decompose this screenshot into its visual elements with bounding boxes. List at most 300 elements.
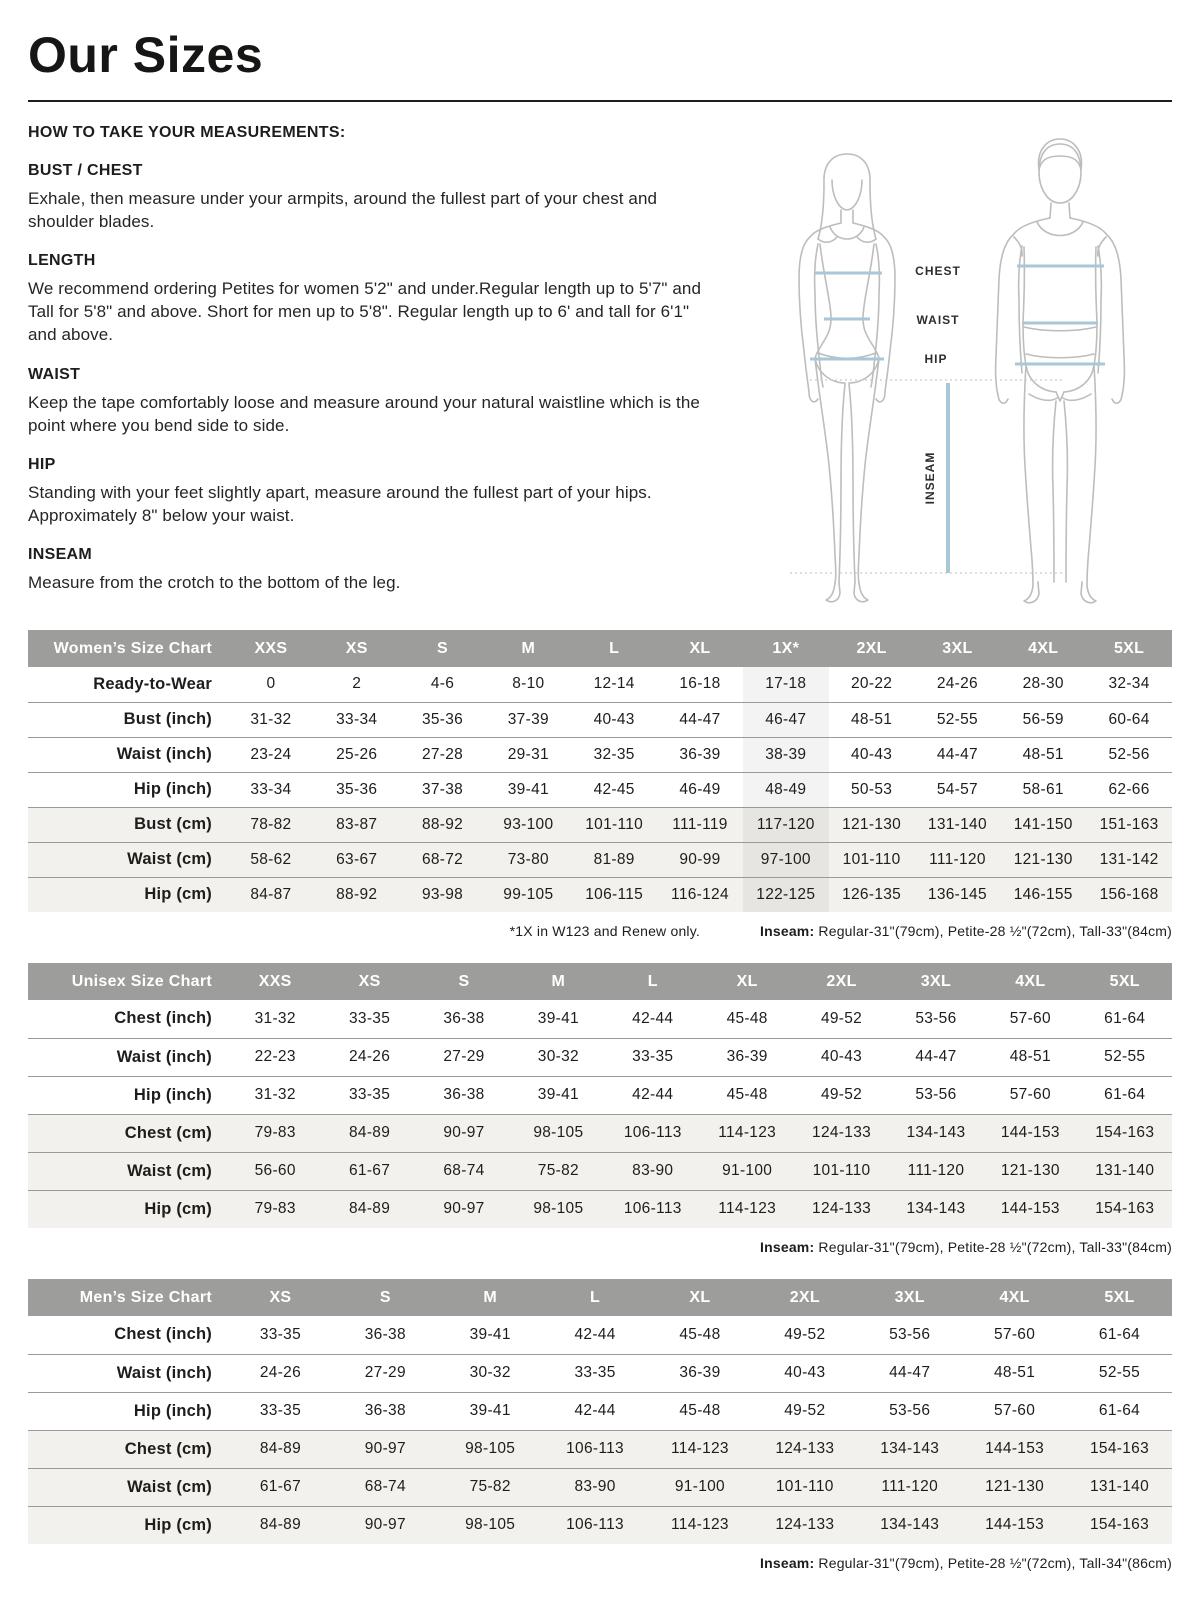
size-cell: 44-47 (915, 1048, 957, 1065)
size-cell: 39-41 (507, 780, 549, 798)
size-cell: 35-36 (336, 780, 378, 798)
column-header: M (485, 630, 571, 667)
row-label: Waist (cm) (127, 1161, 212, 1180)
column-header: L (571, 630, 657, 667)
column-header: 5XL (1078, 963, 1172, 1000)
mens-size-chart-section (28, 1279, 1172, 1571)
size-cell: 17-18 (743, 667, 829, 702)
row-label: Hip (inch) (133, 1401, 212, 1420)
size-cell: 98-105 (465, 1440, 516, 1457)
size-cell: 40-43 (593, 710, 635, 728)
column-header: 3XL (915, 630, 1001, 667)
unisex-inseam-footnote (760, 1239, 1172, 1255)
size-cell: 106-113 (566, 1516, 624, 1534)
size-cell: 134-143 (906, 1200, 966, 1218)
size-cell: 79-83 (254, 1200, 296, 1218)
table-row (28, 1076, 1172, 1114)
size-cell: 90-97 (364, 1440, 406, 1457)
size-cell: 24-26 (259, 1364, 302, 1381)
row-label: Hip (inch) (133, 1085, 212, 1104)
womens-size-chart-table-host (28, 630, 1172, 912)
size-cell: 36-39 (679, 745, 721, 763)
size-cell: 39-41 (469, 1325, 511, 1343)
table-title: Men’s Size Chart (28, 1279, 228, 1316)
size-cell: 36-38 (364, 1325, 406, 1343)
size-cell: 52-55 (1104, 1048, 1146, 1065)
size-cell: 57-60 (1009, 1009, 1051, 1027)
size-cell: 101-110 (585, 815, 644, 833)
size-cell: 48-51 (993, 1364, 1036, 1381)
column-header: XXS (228, 630, 314, 667)
womens-table-footnotes (28, 923, 1172, 939)
header-row (28, 630, 1172, 667)
size-cell: 36-39 (726, 1048, 768, 1065)
size-cell: 61-64 (1098, 1325, 1141, 1343)
size-cell: 81-89 (593, 850, 635, 868)
size-cell: 33-34 (336, 710, 378, 728)
size-cell: 134-143 (880, 1440, 940, 1457)
size-cell: 121-130 (1013, 850, 1073, 868)
size-cell: 68-74 (443, 1162, 485, 1179)
size-cell: 144-153 (1000, 1124, 1060, 1141)
size-cell: 75-82 (469, 1478, 511, 1495)
size-cell: 106-113 (623, 1200, 682, 1218)
size-cell: 27-29 (443, 1048, 485, 1065)
size-cell: 33-35 (259, 1325, 302, 1343)
size-cell: 61-64 (1104, 1086, 1146, 1103)
size-cell: 78-82 (250, 815, 292, 833)
table-row (28, 702, 1172, 737)
size-cell: 31-32 (254, 1009, 296, 1027)
column-header: S (417, 963, 511, 1000)
size-cell: 23-24 (250, 745, 292, 763)
size-cell: 61-67 (349, 1162, 391, 1179)
column-header: 2XL (794, 963, 888, 1000)
column-header: 1X* (743, 630, 829, 667)
table-row (28, 1038, 1172, 1076)
size-cell: 122-125 (743, 877, 829, 912)
table-row (28, 1152, 1172, 1190)
size-cell: 84-87 (250, 885, 292, 903)
size-cell: 98-105 (533, 1124, 584, 1141)
size-cell: 114-123 (671, 1516, 729, 1534)
size-cell: 131-140 (1090, 1478, 1149, 1495)
size-cell: 27-28 (421, 745, 464, 763)
size-cell: 75-82 (537, 1162, 579, 1179)
table-row (28, 1430, 1172, 1468)
size-cell: 121-130 (1000, 1162, 1060, 1179)
table-row (28, 1506, 1172, 1544)
size-cell: 36-39 (679, 1364, 721, 1381)
size-cell: 79-83 (254, 1124, 296, 1141)
size-cell: 42-44 (632, 1009, 674, 1027)
size-cell: 83-90 (632, 1162, 674, 1179)
table-row (28, 772, 1172, 807)
size-cell: 60-64 (1108, 710, 1150, 728)
size-cell: 32-34 (1108, 675, 1150, 693)
row-label: Chest (cm) (124, 1439, 212, 1458)
row-label: Waist (cm) (127, 850, 212, 868)
size-cell: 99-105 (503, 885, 554, 903)
size-cell: 39-41 (537, 1009, 579, 1027)
size-cell: 114-123 (671, 1440, 729, 1457)
size-cell: 27-29 (364, 1364, 406, 1381)
table-row (28, 1190, 1172, 1228)
womens-inseam-footnote (760, 923, 1172, 939)
size-cell: 37-39 (507, 710, 549, 728)
size-cell: 63-67 (336, 850, 378, 868)
size-cell: 114-123 (718, 1124, 777, 1141)
intro-row (28, 124, 1172, 612)
size-cell: 29-31 (507, 745, 549, 763)
how-to-heading: HOW TO TAKE YOUR MEASUREMENTS: (28, 124, 346, 141)
size-cell: 111-120 (929, 850, 986, 868)
waist-label: WAIST (916, 313, 960, 327)
section-heading-length: LENGTH (28, 252, 96, 270)
size-cell: 84-89 (349, 1200, 391, 1218)
size-cell: 124-133 (812, 1124, 872, 1141)
size-cell: 42-44 (632, 1086, 674, 1103)
size-cell: 53-56 (915, 1009, 957, 1027)
size-cell: 84-89 (349, 1124, 391, 1141)
size-cell: 2 (352, 675, 362, 693)
size-cell: 106-113 (623, 1124, 682, 1141)
size-cell: 61-67 (259, 1478, 302, 1495)
table-row (28, 1114, 1172, 1152)
size-cell: 88-92 (421, 815, 464, 833)
size-cell: 16-18 (679, 675, 721, 693)
size-cell: 144-153 (985, 1516, 1045, 1534)
size-cell: 45-48 (726, 1086, 768, 1103)
size-cell: 52-56 (1108, 745, 1150, 763)
size-cell: 73-80 (507, 850, 549, 868)
table-title: Women’s Size Chart (28, 630, 228, 667)
row-label: Waist (inch) (116, 1047, 212, 1066)
table-row (28, 737, 1172, 772)
section-body-bust-chest: Exhale, then measure under your armpits, around the fullest part of your chest and shoulder blades. (28, 189, 658, 232)
womens-inseam-footnote-label: Inseam: (760, 923, 815, 939)
size-cell: 83-87 (336, 815, 378, 833)
row-label: Waist (inch) (116, 745, 212, 763)
size-cell: 144-153 (1000, 1200, 1060, 1218)
mens-table-footnotes (28, 1555, 1172, 1571)
column-header: XS (314, 630, 400, 667)
size-cell: 24-26 (349, 1048, 391, 1065)
size-cell: 22-23 (254, 1048, 296, 1065)
size-cell: 88-92 (336, 885, 378, 903)
size-cell: 48-49 (743, 772, 829, 807)
hip-label: HIP (924, 352, 948, 366)
size-cell: 98-105 (533, 1200, 584, 1218)
size-cell: 33-35 (349, 1009, 391, 1027)
measurement-figure (752, 124, 1172, 612)
column-header: 2XL (752, 1279, 857, 1316)
section-heading-hip: HIP (28, 455, 56, 473)
table-row (28, 807, 1172, 842)
table-row (28, 1000, 1172, 1038)
header-row (28, 1279, 1172, 1316)
size-cell: 116-124 (671, 885, 729, 903)
size-cell: 134-143 (880, 1516, 940, 1534)
mens-size-chart-table-host (28, 1279, 1172, 1544)
womens-inseam-footnote-text: Regular-31"(79cm), Petite-28 ½"(72cm), Tall-33"(84cm) (814, 923, 1172, 939)
size-cell: 44-47 (936, 745, 978, 763)
section-body-inseam: Measure from the crotch to the bottom of the leg. (28, 572, 401, 592)
table-row (28, 842, 1172, 877)
table-row (28, 1316, 1172, 1354)
page-title: Our Sizes (28, 27, 264, 83)
size-cell: 36-38 (443, 1086, 485, 1103)
size-cell: 44-47 (889, 1364, 931, 1381)
size-cell: 36-38 (364, 1402, 406, 1419)
size-cell: 124-133 (775, 1440, 835, 1457)
size-cell: 154-163 (1095, 1200, 1155, 1218)
size-cell: 57-60 (1009, 1086, 1051, 1103)
title-divider (28, 100, 1172, 102)
row-label: Ready-to-Wear (93, 674, 212, 693)
size-cell: 111-119 (672, 815, 728, 833)
size-cell: 57-60 (993, 1402, 1036, 1419)
size-cell: 91-100 (722, 1162, 773, 1179)
section-heading-bust-chest: BUST / CHEST (28, 162, 143, 179)
size-cell: 61-64 (1104, 1009, 1146, 1027)
size-cell: 124-133 (812, 1200, 872, 1218)
size-cell: 50-53 (851, 780, 893, 798)
size-cell: 136-145 (927, 885, 987, 903)
mens-inseam-footnote-text: Regular-31"(79cm), Petite-28 ½"(72cm), Tall-34"(86cm) (814, 1555, 1172, 1571)
size-cell: 42-44 (574, 1325, 616, 1343)
size-cell: 35-36 (421, 710, 464, 728)
column-header: XXS (228, 963, 322, 1000)
size-cell: 90-99 (679, 850, 721, 868)
size-cell: 144-153 (985, 1440, 1045, 1457)
mens-size-chart (28, 1279, 1172, 1544)
size-cell: 97-100 (743, 842, 829, 877)
unisex-inseam-footnote-text: Regular-31"(79cm), Petite-28 ½"(72cm), Tall-33"(84cm) (814, 1239, 1172, 1255)
size-cell: 31-32 (250, 710, 292, 728)
row-label: Chest (inch) (114, 1325, 212, 1344)
size-cell: 33-35 (259, 1402, 302, 1419)
mens-inseam-footnote-label: Inseam: (760, 1555, 815, 1571)
column-header: 2XL (829, 630, 915, 667)
size-cell: 38-39 (743, 737, 829, 772)
size-cell: 111-120 (881, 1478, 939, 1495)
womens-size-chart-section (28, 630, 1172, 939)
size-cell: 93-98 (421, 885, 464, 903)
size-cell: 39-41 (469, 1402, 511, 1419)
section-body-length: We recommend ordering Petites for women 5'2" and under.Regular length up to 5'7" and Tall for 5'8" and above. Short for men up to 5'8". Regular length up to 6' and tall for 6'1" and above. (28, 279, 702, 345)
column-header: L (606, 963, 700, 1000)
column-header: XS (228, 1279, 333, 1316)
size-cell: 61-64 (1098, 1402, 1141, 1419)
size-cell: 93-100 (503, 815, 554, 833)
size-cell: 146-155 (1013, 885, 1073, 903)
column-header: L (543, 1279, 648, 1316)
size-cell: 0 (266, 675, 276, 693)
unisex-size-chart-section (28, 963, 1172, 1255)
size-cell: 141-150 (1013, 815, 1073, 833)
size-cell: 33-35 (632, 1048, 674, 1065)
column-header: S (400, 630, 486, 667)
row-label: Hip (cm) (144, 1515, 212, 1534)
size-cell: 54-57 (936, 780, 978, 798)
chest-label: CHEST (915, 264, 961, 278)
size-cell: 49-52 (820, 1009, 863, 1027)
size-cell: 53-56 (889, 1325, 931, 1343)
size-cell: 101-110 (775, 1478, 834, 1495)
size-cell: 37-38 (421, 780, 464, 798)
size-cell: 25-26 (336, 745, 378, 763)
size-cell: 90-97 (443, 1200, 485, 1218)
size-cell: 20-22 (851, 675, 893, 693)
unisex-table-footnotes (28, 1239, 1172, 1255)
one-x-footnote: *1X in W123 and Renew only. (509, 923, 700, 939)
size-cell: 121-130 (985, 1478, 1045, 1495)
unisex-size-chart-table-host (28, 963, 1172, 1228)
column-header: XL (648, 1279, 753, 1316)
size-cell: 131-142 (1099, 850, 1159, 868)
size-cell: 68-72 (421, 850, 464, 868)
size-cell: 33-35 (349, 1086, 391, 1103)
size-cell: 40-43 (851, 745, 893, 763)
header-row (28, 963, 1172, 1000)
size-cell: 33-34 (250, 780, 292, 798)
column-header: XL (657, 630, 743, 667)
size-cell: 111-120 (907, 1162, 965, 1179)
table-title: Unisex Size Chart (28, 963, 228, 1000)
male-figure-outline (996, 139, 1125, 603)
section-heading-waist: WAIST (28, 365, 81, 383)
size-cell: 24-26 (936, 675, 978, 693)
size-cell: 52-55 (1098, 1364, 1141, 1381)
size-cell: 156-168 (1099, 885, 1159, 903)
size-cell: 49-52 (784, 1325, 826, 1343)
size-cell: 151-163 (1099, 815, 1159, 833)
size-cell: 30-32 (537, 1048, 579, 1065)
inseam-label: INSEAM (923, 451, 937, 505)
size-cell: 40-43 (784, 1364, 826, 1381)
row-label: Hip (inch) (133, 780, 212, 798)
size-cell: 4-6 (430, 675, 455, 693)
row-label: Bust (inch) (123, 710, 212, 728)
size-cell: 48-51 (1022, 745, 1064, 763)
column-header: 4XL (983, 963, 1077, 1000)
size-cell: 90-97 (443, 1124, 485, 1141)
section-body-waist: Keep the tape comfortably loose and measure around your natural waistline which is the point where you bend side to side. (28, 392, 700, 435)
size-cell: 84-89 (259, 1516, 302, 1534)
size-cell: 42-44 (574, 1402, 616, 1419)
size-cell: 44-47 (679, 710, 721, 728)
size-cell: 56-59 (1022, 710, 1064, 728)
row-label: Bust (cm) (134, 815, 212, 833)
size-cell: 48-51 (1009, 1048, 1051, 1065)
size-cell: 45-48 (726, 1009, 768, 1027)
column-header: XL (700, 963, 794, 1000)
size-cell: 42-45 (593, 780, 635, 798)
size-cell: 84-89 (259, 1440, 302, 1457)
size-cell: 131-140 (1095, 1162, 1155, 1179)
column-header: M (511, 963, 605, 1000)
female-figure-outline (799, 154, 895, 602)
column-header: 3XL (889, 963, 983, 1000)
size-cell: 8-10 (512, 675, 545, 693)
size-cell: 40-43 (820, 1048, 863, 1065)
womens-size-chart (28, 630, 1172, 912)
size-cell: 28-30 (1022, 675, 1064, 693)
row-label: Hip (cm) (144, 885, 212, 904)
unisex-inseam-footnote-label: Inseam: (760, 1239, 815, 1255)
size-cell: 117-120 (743, 807, 829, 842)
size-cell: 58-62 (250, 850, 292, 868)
size-cell: 101-110 (812, 1162, 871, 1179)
size-cell: 106-113 (566, 1440, 624, 1457)
column-header: 5XL (1067, 1279, 1172, 1316)
column-header: 5XL (1086, 630, 1172, 667)
size-cell: 121-130 (842, 815, 902, 833)
size-cell: 36-38 (443, 1009, 485, 1027)
section-heading-inseam: INSEAM (28, 545, 93, 563)
size-cell: 91-100 (674, 1478, 725, 1495)
row-label: Hip (cm) (144, 1199, 212, 1218)
size-cell: 58-61 (1022, 780, 1064, 798)
column-header: 4XL (962, 1279, 1067, 1316)
size-cell: 90-97 (364, 1516, 406, 1534)
row-label: Waist (cm) (127, 1477, 212, 1496)
size-cell: 53-56 (889, 1402, 931, 1419)
section-body-hip: Standing with your feet slightly apart, measure around the fullest part of your hips. Approximately 8" below your waist. (28, 482, 652, 525)
size-cell: 126-135 (842, 885, 902, 903)
mens-inseam-footnote (760, 1555, 1172, 1571)
size-cell: 32-35 (593, 745, 635, 763)
size-cell: 46-47 (743, 702, 829, 737)
size-cell: 57-60 (993, 1325, 1036, 1343)
size-cell: 83-90 (574, 1478, 616, 1495)
size-cell: 45-48 (679, 1402, 721, 1419)
size-cell: 48-51 (851, 710, 893, 728)
size-cell: 31-32 (254, 1086, 296, 1103)
size-cell: 154-163 (1095, 1124, 1155, 1141)
size-cell: 134-143 (906, 1124, 966, 1141)
size-cell: 98-105 (465, 1516, 516, 1534)
table-row (28, 877, 1172, 912)
size-cell: 39-41 (537, 1086, 579, 1103)
size-cell: 101-110 (842, 850, 901, 868)
row-label: Chest (cm) (124, 1123, 212, 1142)
size-cell: 30-32 (469, 1364, 511, 1381)
size-cell: 62-66 (1108, 780, 1150, 798)
size-cell: 124-133 (775, 1516, 835, 1534)
table-row (28, 1468, 1172, 1506)
size-cell: 49-52 (820, 1086, 863, 1103)
size-cell: 106-115 (585, 885, 644, 903)
size-cell: 45-48 (679, 1325, 721, 1343)
row-label: Waist (inch) (116, 1363, 212, 1382)
size-cell: 154-163 (1090, 1440, 1149, 1457)
size-cell: 131-140 (927, 815, 987, 833)
column-header: 3XL (857, 1279, 962, 1316)
size-cell: 33-35 (574, 1364, 616, 1381)
size-cell: 49-52 (784, 1402, 826, 1419)
unisex-size-chart (28, 963, 1172, 1228)
column-header: M (438, 1279, 543, 1316)
size-cell: 52-55 (936, 710, 978, 728)
column-header: S (333, 1279, 438, 1316)
measurement-instructions (28, 124, 752, 612)
column-header: 4XL (1000, 630, 1086, 667)
row-label: Chest (inch) (114, 1009, 212, 1028)
size-cell: 46-49 (679, 780, 721, 798)
table-row (28, 1392, 1172, 1430)
